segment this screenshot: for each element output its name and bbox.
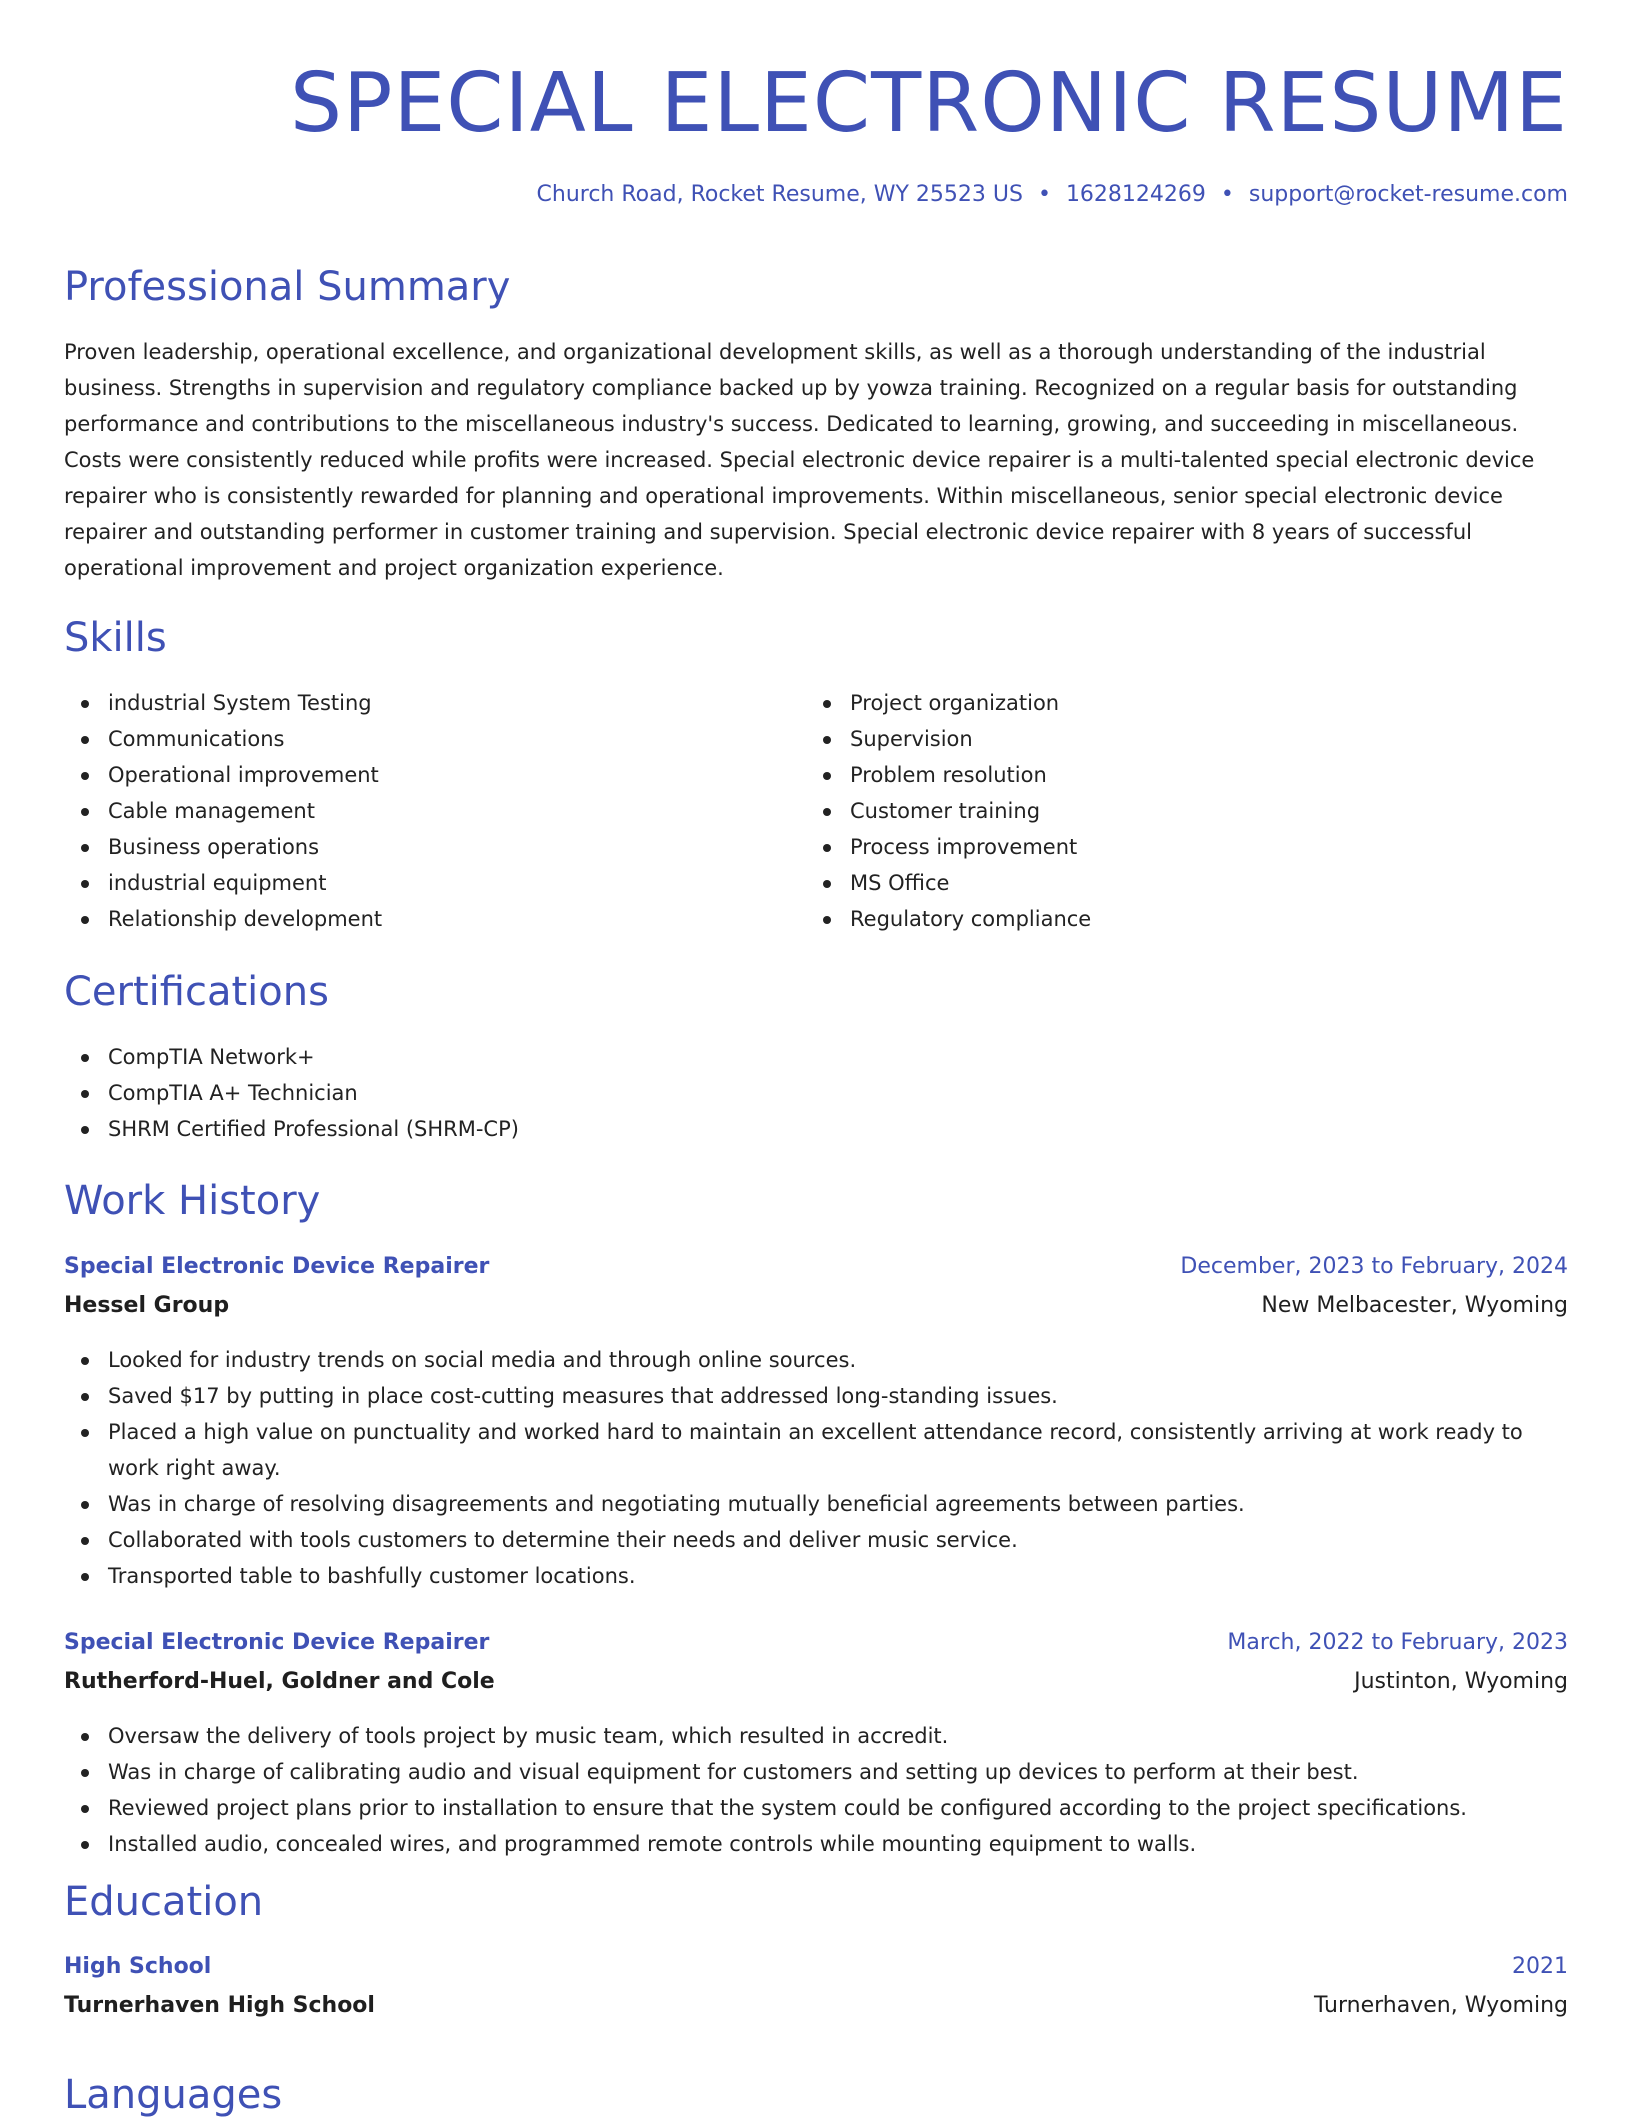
job-bullet: Oversaw the delivery of tools project by music team, which resulted in accredit. xyxy=(64,1718,1568,1754)
skill-item: Customer training xyxy=(806,793,1506,829)
skills-list-right xyxy=(806,685,1506,937)
job-bullet: Transported table to bashfully customer locations. xyxy=(64,1558,1568,1594)
job-title: Special Electronic Device Repairer xyxy=(64,1630,490,1655)
skill-item: Problem resolution xyxy=(806,757,1506,793)
job-bullet: Looked for industry trends on social media and through online sources. xyxy=(64,1342,1568,1378)
resume-page xyxy=(64,0,1568,2118)
certification-item: CompTIA Network+ xyxy=(64,1039,1568,1075)
job-dates: December, 2023 to February, 2024 xyxy=(1180,1254,1568,1279)
education-school-row xyxy=(64,1988,1568,2024)
skill-item: industrial System Testing xyxy=(64,685,764,721)
certifications-list xyxy=(64,1039,1568,1147)
certification-item: SHRM Certified Professional (SHRM-CP) xyxy=(64,1111,1568,1147)
job-location: Justinton, Wyoming xyxy=(1354,1669,1568,1694)
job-bullet: Was in charge of resolving disagreements and negotiating mutually beneficial agreements between parties. xyxy=(64,1486,1568,1522)
skill-item: Relationship development xyxy=(64,901,764,937)
job-bullets xyxy=(64,1718,1568,1862)
work-history-heading: Work History xyxy=(64,1178,321,1224)
contact-phone: 1628124269 xyxy=(1065,182,1206,207)
skill-item: Regulatory compliance xyxy=(806,901,1506,937)
education-year: 2021 xyxy=(1512,1954,1568,1979)
job-bullet: Reviewed project plans prior to installation to ensure that the system could be configured according to the project specifications. xyxy=(64,1790,1568,1826)
summary-heading: Professional Summary xyxy=(64,264,511,310)
resume-name: SPECIAL ELECTRONIC RESUME xyxy=(289,56,1568,151)
job-title: Special Electronic Device Repairer xyxy=(64,1254,490,1279)
job-bullet: Was in charge of calibrating audio and visual equipment for customers and setting up devices to perform at their best. xyxy=(64,1754,1568,1790)
summary-text: Proven leadership, operational excellence, and organizational development skills, as well as a thorough understanding of the industrial business. Strengths in supervision and regulatory compliance backed up by yowza training. Recognized on a regular basis for outstanding performance and contributions to the miscellaneous industry's success. Dedicated to learning, growing, and succeeding in miscellaneous. Costs were consistently reduced while profits were increased. Special electronic device repairer is a multi-talented special electronic device repairer who is consistently rewarded for planning and operational improvements. Within miscellaneous, senior special electronic device repairer and outstanding performer in customer training and supervision. Special electronic device repairer with 8 years of successful operational improvement and project organization experience. xyxy=(64,340,1535,580)
contact-line xyxy=(537,180,1568,210)
education-location: Turnerhaven, Wyoming xyxy=(1313,1993,1568,2018)
job-bullet: Placed a high value on punctuality and worked hard to maintain an excellent attendance record, consistently arriving at work ready to work right away. xyxy=(64,1414,1568,1486)
job-company: Hessel Group xyxy=(64,1293,230,1318)
skills-column-right xyxy=(806,685,1506,937)
education-degree: High School xyxy=(64,1954,212,1979)
job-title-row xyxy=(64,1249,1568,1285)
job-bullets xyxy=(64,1342,1568,1594)
education-heading: Education xyxy=(64,1879,264,1925)
job-company-row xyxy=(64,1664,1568,1700)
job-company: Rutherford-Huel, Goldner and Cole xyxy=(64,1669,495,1694)
skill-item: Communications xyxy=(64,721,764,757)
job-bullet: Saved $17 by putting in place cost-cutting measures that addressed long-standing issues. xyxy=(64,1378,1568,1414)
job-location: New Melbacester, Wyoming xyxy=(1261,1293,1568,1318)
contact-address: Church Road, Rocket Resume, WY 25523 US xyxy=(536,182,1023,207)
education-school: Turnerhaven High School xyxy=(64,1993,375,2018)
skill-item: Project organization xyxy=(806,685,1506,721)
job-bullet: Collaborated with tools customers to determine their needs and deliver music service. xyxy=(64,1522,1568,1558)
job-company-row xyxy=(64,1288,1568,1324)
skill-item: industrial equipment xyxy=(64,865,764,901)
job-title-row xyxy=(64,1625,1568,1661)
skill-item: Business operations xyxy=(64,829,764,865)
skill-item: Cable management xyxy=(64,793,764,829)
contact-email: support@rocket-resume.com xyxy=(1248,182,1568,207)
skills-heading: Skills xyxy=(64,615,167,661)
certifications-heading: Certifications xyxy=(64,969,329,1015)
skills-column-left xyxy=(64,685,764,937)
skill-item: MS Office xyxy=(806,865,1506,901)
skills-list-left xyxy=(64,685,764,937)
contact-separator: • xyxy=(1037,182,1051,207)
skill-item: Process improvement xyxy=(806,829,1506,865)
languages-heading: Languages xyxy=(64,2072,283,2118)
contact-separator: • xyxy=(1220,182,1234,207)
skill-item: Supervision xyxy=(806,721,1506,757)
skill-item: Operational improvement xyxy=(64,757,764,793)
education-degree-row xyxy=(64,1949,1568,1985)
job-dates: March, 2022 to February, 2023 xyxy=(1227,1630,1568,1655)
job-bullet: Installed audio, concealed wires, and programmed remote controls while mounting equipment to walls. xyxy=(64,1826,1568,1862)
certification-item: CompTIA A+ Technician xyxy=(64,1075,1568,1111)
